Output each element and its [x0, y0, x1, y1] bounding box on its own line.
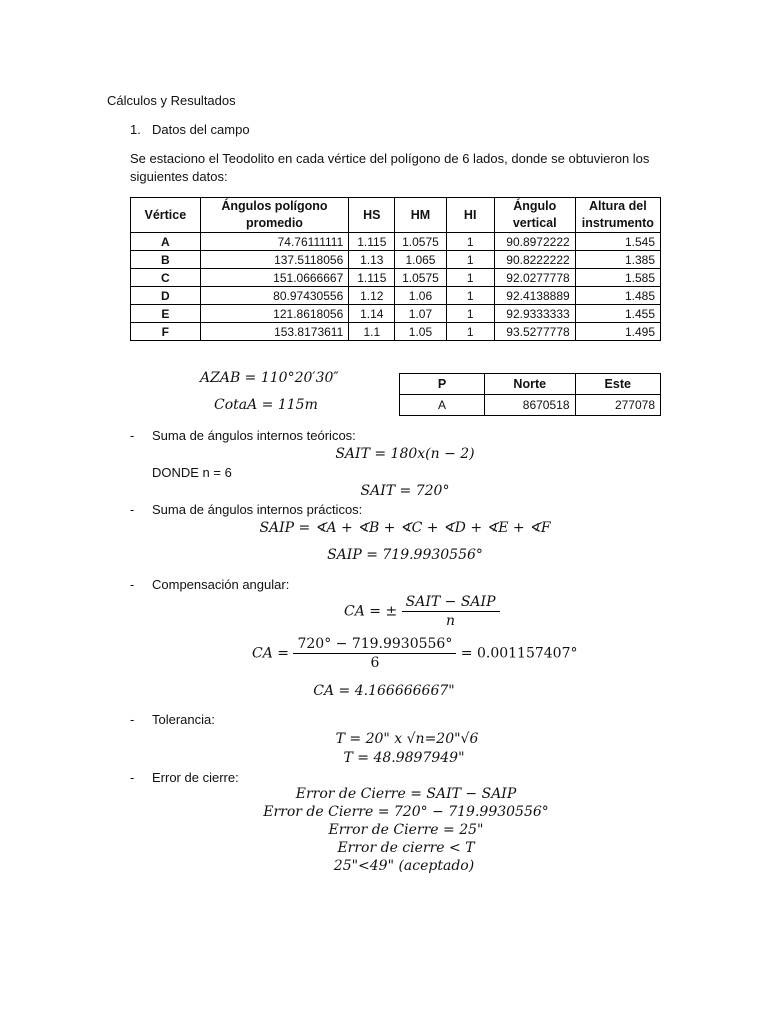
table-header: Norte: [485, 374, 576, 395]
sait-formula: SAIT = 180x(n − 2): [335, 446, 475, 462]
error-line: Error de cierre < T: [337, 840, 475, 856]
compensacion-formula: [344, 594, 500, 629]
field-data-table: [130, 197, 661, 341]
table-header: HS: [349, 198, 395, 233]
sait-label: Suma de ángulos internos teóricos:: [152, 428, 356, 443]
table-header: Altura del instrumento: [575, 198, 660, 233]
fraction-numerator: SAIT − SAIP: [402, 594, 500, 612]
table-cell: 1.485: [575, 287, 660, 305]
table-cell: 1: [446, 269, 494, 287]
table-cell: 1.495: [575, 323, 660, 341]
formula-lhs: CA = ±: [344, 603, 398, 620]
formula-lhs: CA =: [252, 645, 290, 662]
compensacion-label: Compensación angular:: [152, 577, 290, 592]
table-cell: 277078: [575, 395, 661, 416]
table-header: P: [400, 374, 485, 395]
table-cell: 1.0575: [395, 233, 446, 251]
table-cell: 1.1: [349, 323, 395, 341]
table-cell: 1: [446, 323, 494, 341]
saip-label: Suma de ángulos internos prácticos:: [152, 502, 363, 517]
table-cell: 8670518: [485, 395, 576, 416]
table-row: [400, 395, 661, 416]
fraction-denominator: 6: [370, 655, 380, 671]
bullet-dash: -: [130, 428, 135, 443]
table-cell: 1.05: [395, 323, 446, 341]
azimuth-formula: AZAB = 110°20′30″: [200, 370, 339, 386]
table-cell: 1.14: [349, 305, 395, 323]
table-cell: 1.07: [395, 305, 446, 323]
intro-paragraph: Se estaciono el Teodolito en cada vértice del polígono de 6 lados, donde se obtuvieron los siguientes datos:: [130, 151, 650, 184]
tolerancia-label: Tolerancia:: [152, 712, 215, 727]
cota-formula: CotaA = 115m: [214, 397, 318, 413]
error-line: Error de Cierre = SAIT − SAIP: [295, 786, 517, 802]
table-cell: D: [131, 287, 201, 305]
table-header-row: [131, 198, 661, 233]
section-title: Cálculos y Resultados: [107, 93, 236, 108]
sait-result: SAIT = 720°: [360, 483, 450, 499]
table-cell: F: [131, 323, 201, 341]
table-cell: 1: [446, 287, 494, 305]
error-line: Error de Cierre = 25": [328, 822, 484, 838]
table-row: [131, 269, 661, 287]
compensacion-calc: [252, 636, 578, 671]
subsection-title: Datos del campo: [152, 122, 250, 137]
subsection-number: 1.: [130, 122, 141, 137]
table-cell: 1.06: [395, 287, 446, 305]
bullet-dash: -: [130, 577, 135, 592]
table-cell: 1.385: [575, 251, 660, 269]
fraction-denominator: n: [446, 613, 456, 629]
table-cell: 1.585: [575, 269, 660, 287]
table-cell: 92.0277778: [494, 269, 575, 287]
table-cell: 1.545: [575, 233, 660, 251]
table-cell: 1.13: [349, 251, 395, 269]
table-cell: 74.76111111: [200, 233, 349, 251]
table-cell: 1.455: [575, 305, 660, 323]
tolerancia-formula: T = 20" x √n=20"√6: [335, 731, 479, 747]
formula-rhs: = 0.001157407°: [460, 645, 578, 662]
fraction: [293, 636, 456, 671]
table-cell: 1.115: [349, 233, 395, 251]
table-cell: 1: [446, 251, 494, 269]
table-cell: 92.9333333: [494, 305, 575, 323]
table-cell: 121.8618056: [200, 305, 349, 323]
saip-formula: SAIP = ∢A + ∢B + ∢C + ∢D + ∢E + ∢F: [259, 520, 551, 536]
bullet-dash: -: [130, 770, 135, 785]
error-label: Error de cierre:: [152, 770, 239, 785]
bullet-dash: -: [130, 502, 135, 517]
table-cell: B: [131, 251, 201, 269]
coordinates-table: [399, 373, 661, 416]
table-cell: 1.12: [349, 287, 395, 305]
compensacion-result: CA = 4.166666667": [313, 683, 455, 699]
fraction-numerator: 720° − 719.9930556°: [293, 636, 456, 654]
table-cell: 90.8972222: [494, 233, 575, 251]
donde-line: DONDE n = 6: [152, 465, 232, 480]
tolerancia-result: T = 48.9897949": [343, 750, 465, 766]
table-cell: 80.97430556: [200, 287, 349, 305]
table-header: HM: [395, 198, 446, 233]
table-cell: 153.8173611: [200, 323, 349, 341]
table-cell: C: [131, 269, 201, 287]
error-line: Error de Cierre = 720° − 719.9930556°: [263, 804, 549, 820]
table-header: Ángulo vertical: [494, 198, 575, 233]
table-header-row: [400, 374, 661, 395]
table-cell: 151.0666667: [200, 269, 349, 287]
table-cell: 1.065: [395, 251, 446, 269]
table-header: Vértice: [131, 198, 201, 233]
table-row: [131, 233, 661, 251]
table-row: [131, 323, 661, 341]
table-header: Este: [575, 374, 661, 395]
table-row: [131, 305, 661, 323]
table-cell: A: [131, 233, 201, 251]
table-cell: 1: [446, 305, 494, 323]
table-cell: 92.4138889: [494, 287, 575, 305]
bullet-dash: -: [130, 712, 135, 727]
table-header: HI: [446, 198, 494, 233]
table-cell: 1.115: [349, 269, 395, 287]
table-cell: 137.5118056: [200, 251, 349, 269]
table-cell: 90.8222222: [494, 251, 575, 269]
table-cell: 93.5277778: [494, 323, 575, 341]
table-header: Ángulos polígono promedio: [200, 198, 349, 233]
table-row: [131, 287, 661, 305]
table-cell: A: [400, 395, 485, 416]
table-cell: 1.0575: [395, 269, 446, 287]
error-line: 25"<49" (aceptado): [333, 858, 475, 874]
table-row: [131, 251, 661, 269]
saip-result: SAIP = 719.9930556°: [327, 547, 483, 563]
fraction: [402, 594, 500, 629]
table-cell: E: [131, 305, 201, 323]
table-cell: 1: [446, 233, 494, 251]
